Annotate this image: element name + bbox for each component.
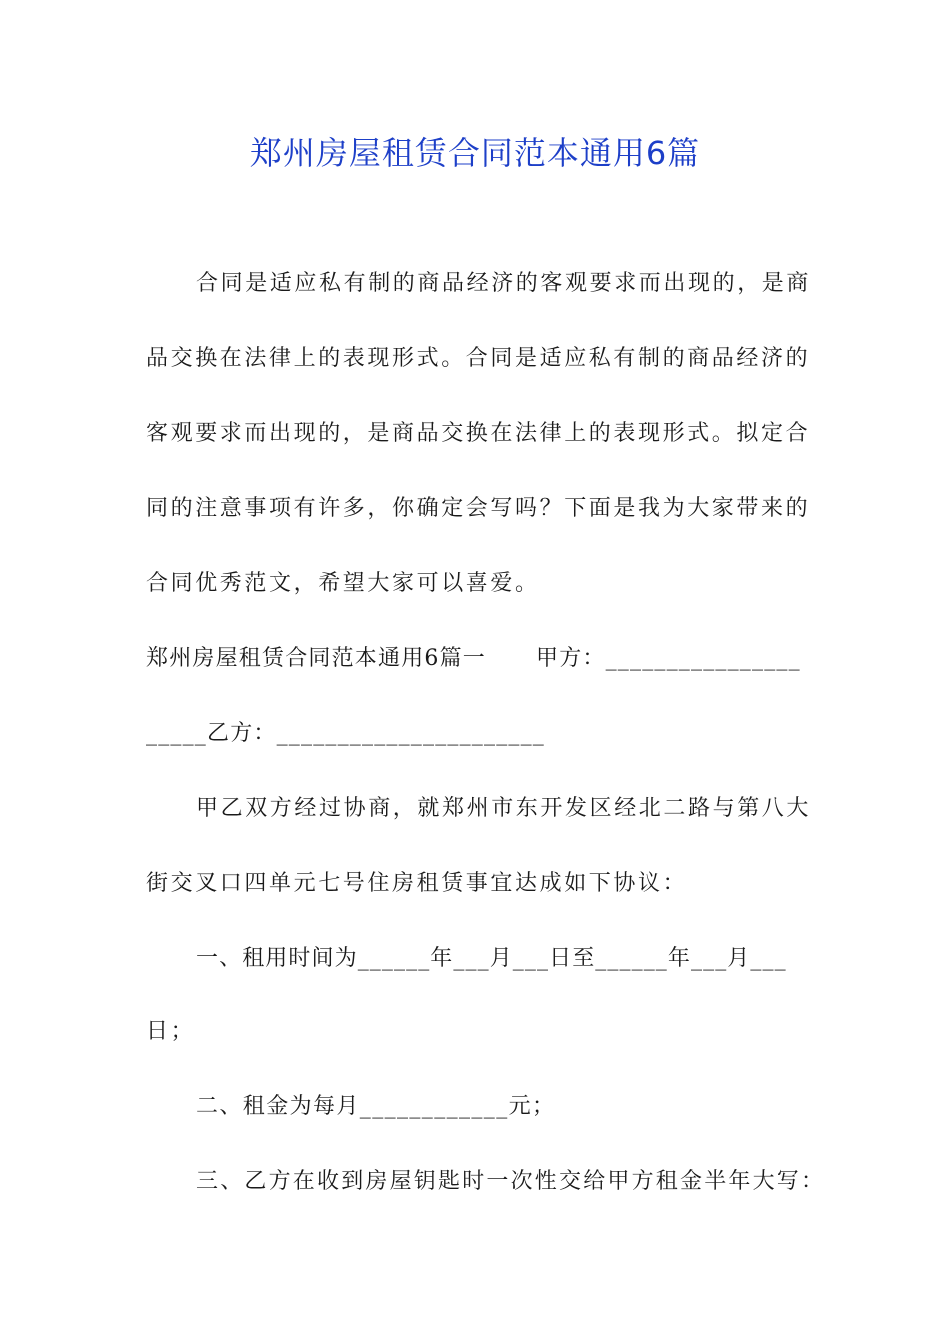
document-title: 郑州房屋租赁合同范本通用6篇 bbox=[249, 134, 701, 172]
party-a-field: 甲方：________________ bbox=[536, 646, 801, 671]
agreement-line-1: 甲乙双方经过协商，就郑州市东开发区经北二路与第八大 bbox=[196, 796, 812, 821]
clause-1-line-2: 日； bbox=[146, 1019, 196, 1044]
intro-line-3: 客观要求而出现的，是商品交换在法律上的表现形式。拟定合 bbox=[146, 421, 811, 446]
intro-line-4: 同的注意事项有许多，你确定会写吗？下面是我为大家带来的 bbox=[146, 496, 811, 521]
intro-line-1: 合同是适应私有制的商品经济的客观要求而出现的，是商 bbox=[196, 271, 812, 296]
agreement-line-2: 街交叉口四单元七号住房租赁事宜达成如下协议： bbox=[146, 871, 688, 896]
clause-3: 三、乙方在收到房屋钥匙时一次性交给甲方租金半年大写： bbox=[196, 1169, 826, 1194]
intro-line-5: 合同优秀范文，希望大家可以喜爱。 bbox=[146, 571, 540, 596]
clause-2: 二、租金为每月____________元； bbox=[196, 1094, 556, 1119]
intro-line-2: 品交换在法律上的表现形式。合同是适应私有制的商品经济的 bbox=[146, 346, 811, 371]
section-heading: 郑州房屋租赁合同范本通用6篇一 bbox=[146, 646, 486, 671]
clause-1-line-1: 一、租用时间为______年___月___日至______年___月___ bbox=[196, 946, 787, 971]
party-b-field: _____乙方：______________________ bbox=[146, 721, 546, 746]
section-heading-row bbox=[146, 639, 801, 679]
